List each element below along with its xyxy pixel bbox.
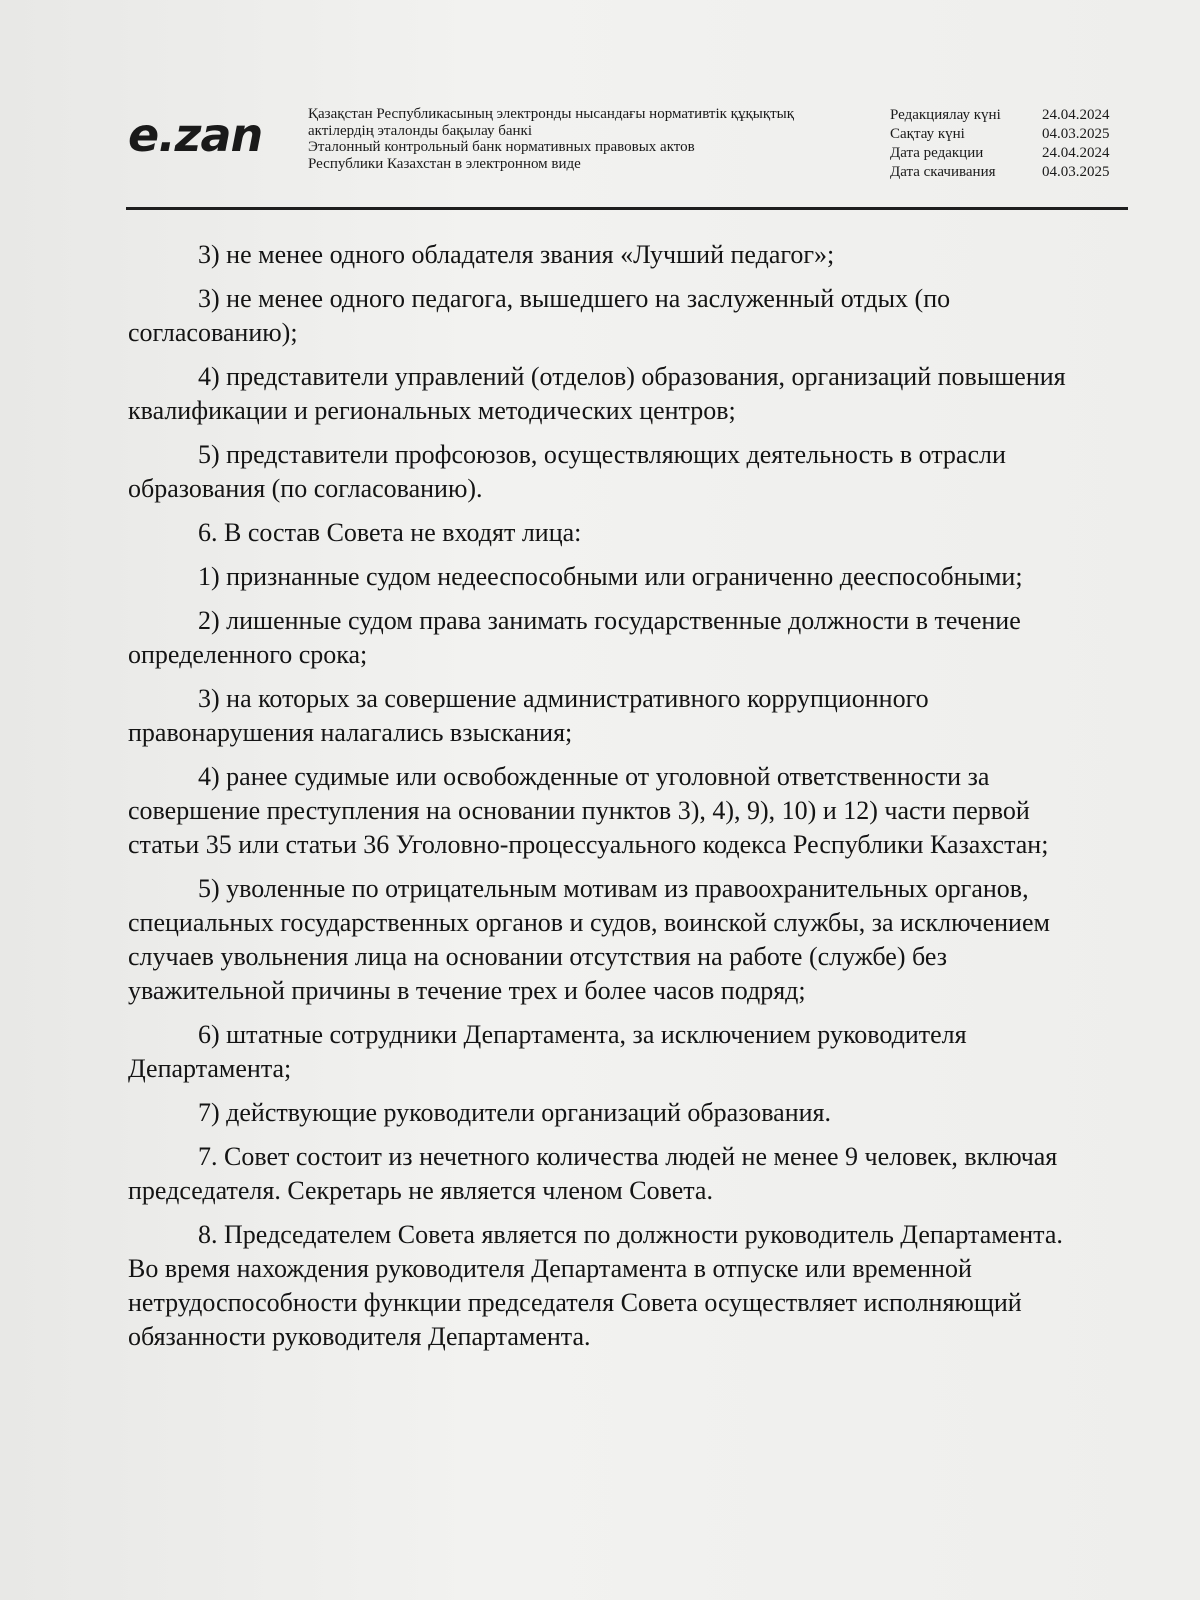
date-value: 04.03.2025 [1042,164,1110,180]
date-value: 04.03.2025 [1042,126,1110,142]
paragraph: 4) ранее судимые или освобожденные от уголовной ответственности за совершение преступления на основании пунктов 3), 4), 9), 10) и 12) части первой статьи 35 или статьи 36 Уголовно-процессуального кодекса Республики Казахстан; [128,762,1049,859]
dates-table [890,106,1126,182]
date-row [890,163,1126,182]
paragraph: 7) действующие руководители организаций образования. [198,1098,832,1127]
date-label: Дата скачивания [890,164,996,180]
paragraph: 5) представители профсоюзов, осуществляющих деятельность в отрасли образования (по согласованию). [128,440,1006,503]
paragraph: 8. Председателем Совета является по должности руководитель Департамента. Во время нахождения руководителя Департамента в отпуске или временной нетрудоспособности функции председателя Совета осуществляет исполняющий обязанности руководителя Департамента. [128,1220,1063,1351]
bank-line: Эталонный контрольный банк нормативных правовых актов [308,139,695,155]
paragraph: 4) представители управлений (отделов) образования, организаций повышения квалификации и региональных методических центров; [128,362,1066,425]
date-row [890,125,1126,144]
bank-line: Республики Казахстан в электронном виде [308,155,581,172]
paragraph: 1) признанные судом недееспособными или ограниченно дееспособными; [198,562,1023,591]
document-body [128,238,1092,1364]
bank-line: актілердің эталонды бақылау банкі [308,122,532,139]
date-label: Дата редакции [890,145,984,161]
date-value: 24.04.2024 [1042,107,1110,123]
date-label: Редакциялау күні [890,107,1001,123]
paragraph: 7. Совет состоит из нечетного количества людей не менее 9 человек, включая председателя. Секретарь не является членом Совета. [128,1142,1058,1205]
paragraph: 5) уволенные по отрицательным мотивам из правоохранительных органов, специальных государственных органов и судов, воинской службы, за исключением случаев увольнения лица на основании отсутствия на работе (службе) без уважительной причины в течение трех и более часов подряд; [128,874,1050,1005]
date-label: Сақтау күні [890,126,965,142]
paragraph: 3) на которых за совершение административного коррупционного правонарушения налагались взыскания; [128,684,929,747]
bank-line: Қазақстан Республикасының электронды нысандағы нормативтік құқықтық [308,106,795,122]
paragraph: 3) не менее одного педагога, вышедшего на заслуженный отдых (по согласованию); [128,284,951,347]
paragraph: 6) штатные сотрудники Департамента, за исключением руководителя Департамента; [128,1020,967,1083]
paragraph: 3) не менее одного обладателя звания «Лучший педагог»; [198,240,835,269]
document-header [128,102,1126,206]
paragraph: 2) лишенные судом права занимать государственные должности в течение определенного срока; [128,606,1021,669]
date-value: 24.04.2024 [1042,145,1110,161]
bank-description [308,106,848,172]
date-row [890,106,1126,125]
paragraph: 6. В состав Совета не входят лица: [198,518,582,547]
ezan-logo: e.zan [128,108,263,162]
date-row [890,144,1126,163]
header-divider [126,207,1128,210]
